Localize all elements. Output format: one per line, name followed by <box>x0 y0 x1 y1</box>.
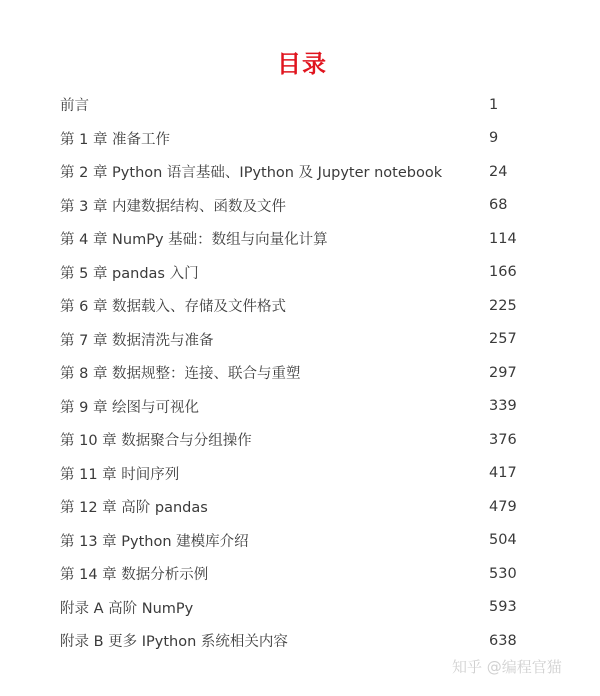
toc-entry[interactable] <box>60 289 540 323</box>
table-of-contents <box>60 88 540 658</box>
toc-entry-page: 297 <box>489 364 517 381</box>
toc-entry[interactable] <box>60 457 540 491</box>
watermark: 知乎 @编程官猫 <box>452 658 562 676</box>
toc-title: 目录 <box>277 50 327 78</box>
toc-entry-page: 1 <box>489 96 499 113</box>
toc-entry-page: 68 <box>489 197 508 214</box>
toc-entry-page: 114 <box>489 230 517 247</box>
toc-entry-label: 第 2 章 Python 语言基础、IPython 及 Jupyter notebook <box>60 165 443 182</box>
toc-entry-label: 第 6 章 数据载入、存储及文件格式 <box>60 299 287 316</box>
toc-entry[interactable] <box>60 88 540 122</box>
toc-entry[interactable] <box>60 624 540 658</box>
toc-entry-page: 9 <box>489 130 499 147</box>
toc-entry-label: 第 10 章 数据聚合与分组操作 <box>60 433 252 450</box>
toc-entry-label: 第 5 章 pandas 入门 <box>60 265 199 282</box>
toc-entry-page: 530 <box>489 565 517 582</box>
toc-entry[interactable] <box>60 323 540 357</box>
toc-entry-label: 第 12 章 高阶 pandas <box>60 500 208 517</box>
toc-entry-label: 附录 A 高阶 NumPy <box>60 600 194 617</box>
toc-entry-page: 24 <box>489 163 508 180</box>
toc-entry[interactable] <box>60 557 540 591</box>
toc-entry[interactable] <box>60 256 540 290</box>
toc-entry-label: 第 14 章 数据分析示例 <box>60 567 209 584</box>
toc-entry[interactable] <box>60 423 540 457</box>
toc-entry-label: 第 7 章 数据清洗与准备 <box>60 332 214 349</box>
toc-entry-label: 第 13 章 Python 建模库介绍 <box>60 533 249 550</box>
toc-entry-page: 638 <box>489 632 517 649</box>
toc-entry[interactable] <box>60 490 540 524</box>
toc-entry[interactable] <box>60 189 540 223</box>
toc-entry[interactable] <box>60 222 540 256</box>
toc-entry-label: 第 8 章 数据规整：连接、联合与重塑 <box>60 366 301 383</box>
toc-entry-label: 第 4 章 NumPy 基础：数组与向量化计算 <box>60 232 328 249</box>
toc-entry-page: 593 <box>489 599 517 616</box>
toc-entry-page: 257 <box>489 331 517 348</box>
toc-entry-page: 376 <box>489 431 517 448</box>
toc-entry-label: 第 9 章 绘图与可视化 <box>60 399 200 416</box>
toc-entry[interactable] <box>60 155 540 189</box>
toc-entry-label: 第 1 章 准备工作 <box>60 131 171 148</box>
toc-entry[interactable] <box>60 591 540 625</box>
toc-entry-label: 第 11 章 时间序列 <box>60 466 180 483</box>
toc-entry-page: 479 <box>489 498 517 515</box>
toc-entry-page: 166 <box>489 264 517 281</box>
toc-entry-page: 339 <box>489 398 517 415</box>
toc-entry-label: 前言 <box>60 98 89 115</box>
toc-entry[interactable] <box>60 524 540 558</box>
toc-entry[interactable] <box>60 390 540 424</box>
toc-entry-page: 225 <box>489 297 517 314</box>
toc-entry-label: 第 3 章 内建数据结构、函数及文件 <box>60 198 287 215</box>
toc-entry-page: 504 <box>489 532 517 549</box>
toc-entry[interactable] <box>60 356 540 390</box>
toc-entry-label: 附录 B 更多 IPython 系统相关内容 <box>60 634 288 651</box>
toc-entry-page: 417 <box>489 465 517 482</box>
toc-entry[interactable] <box>60 122 540 156</box>
